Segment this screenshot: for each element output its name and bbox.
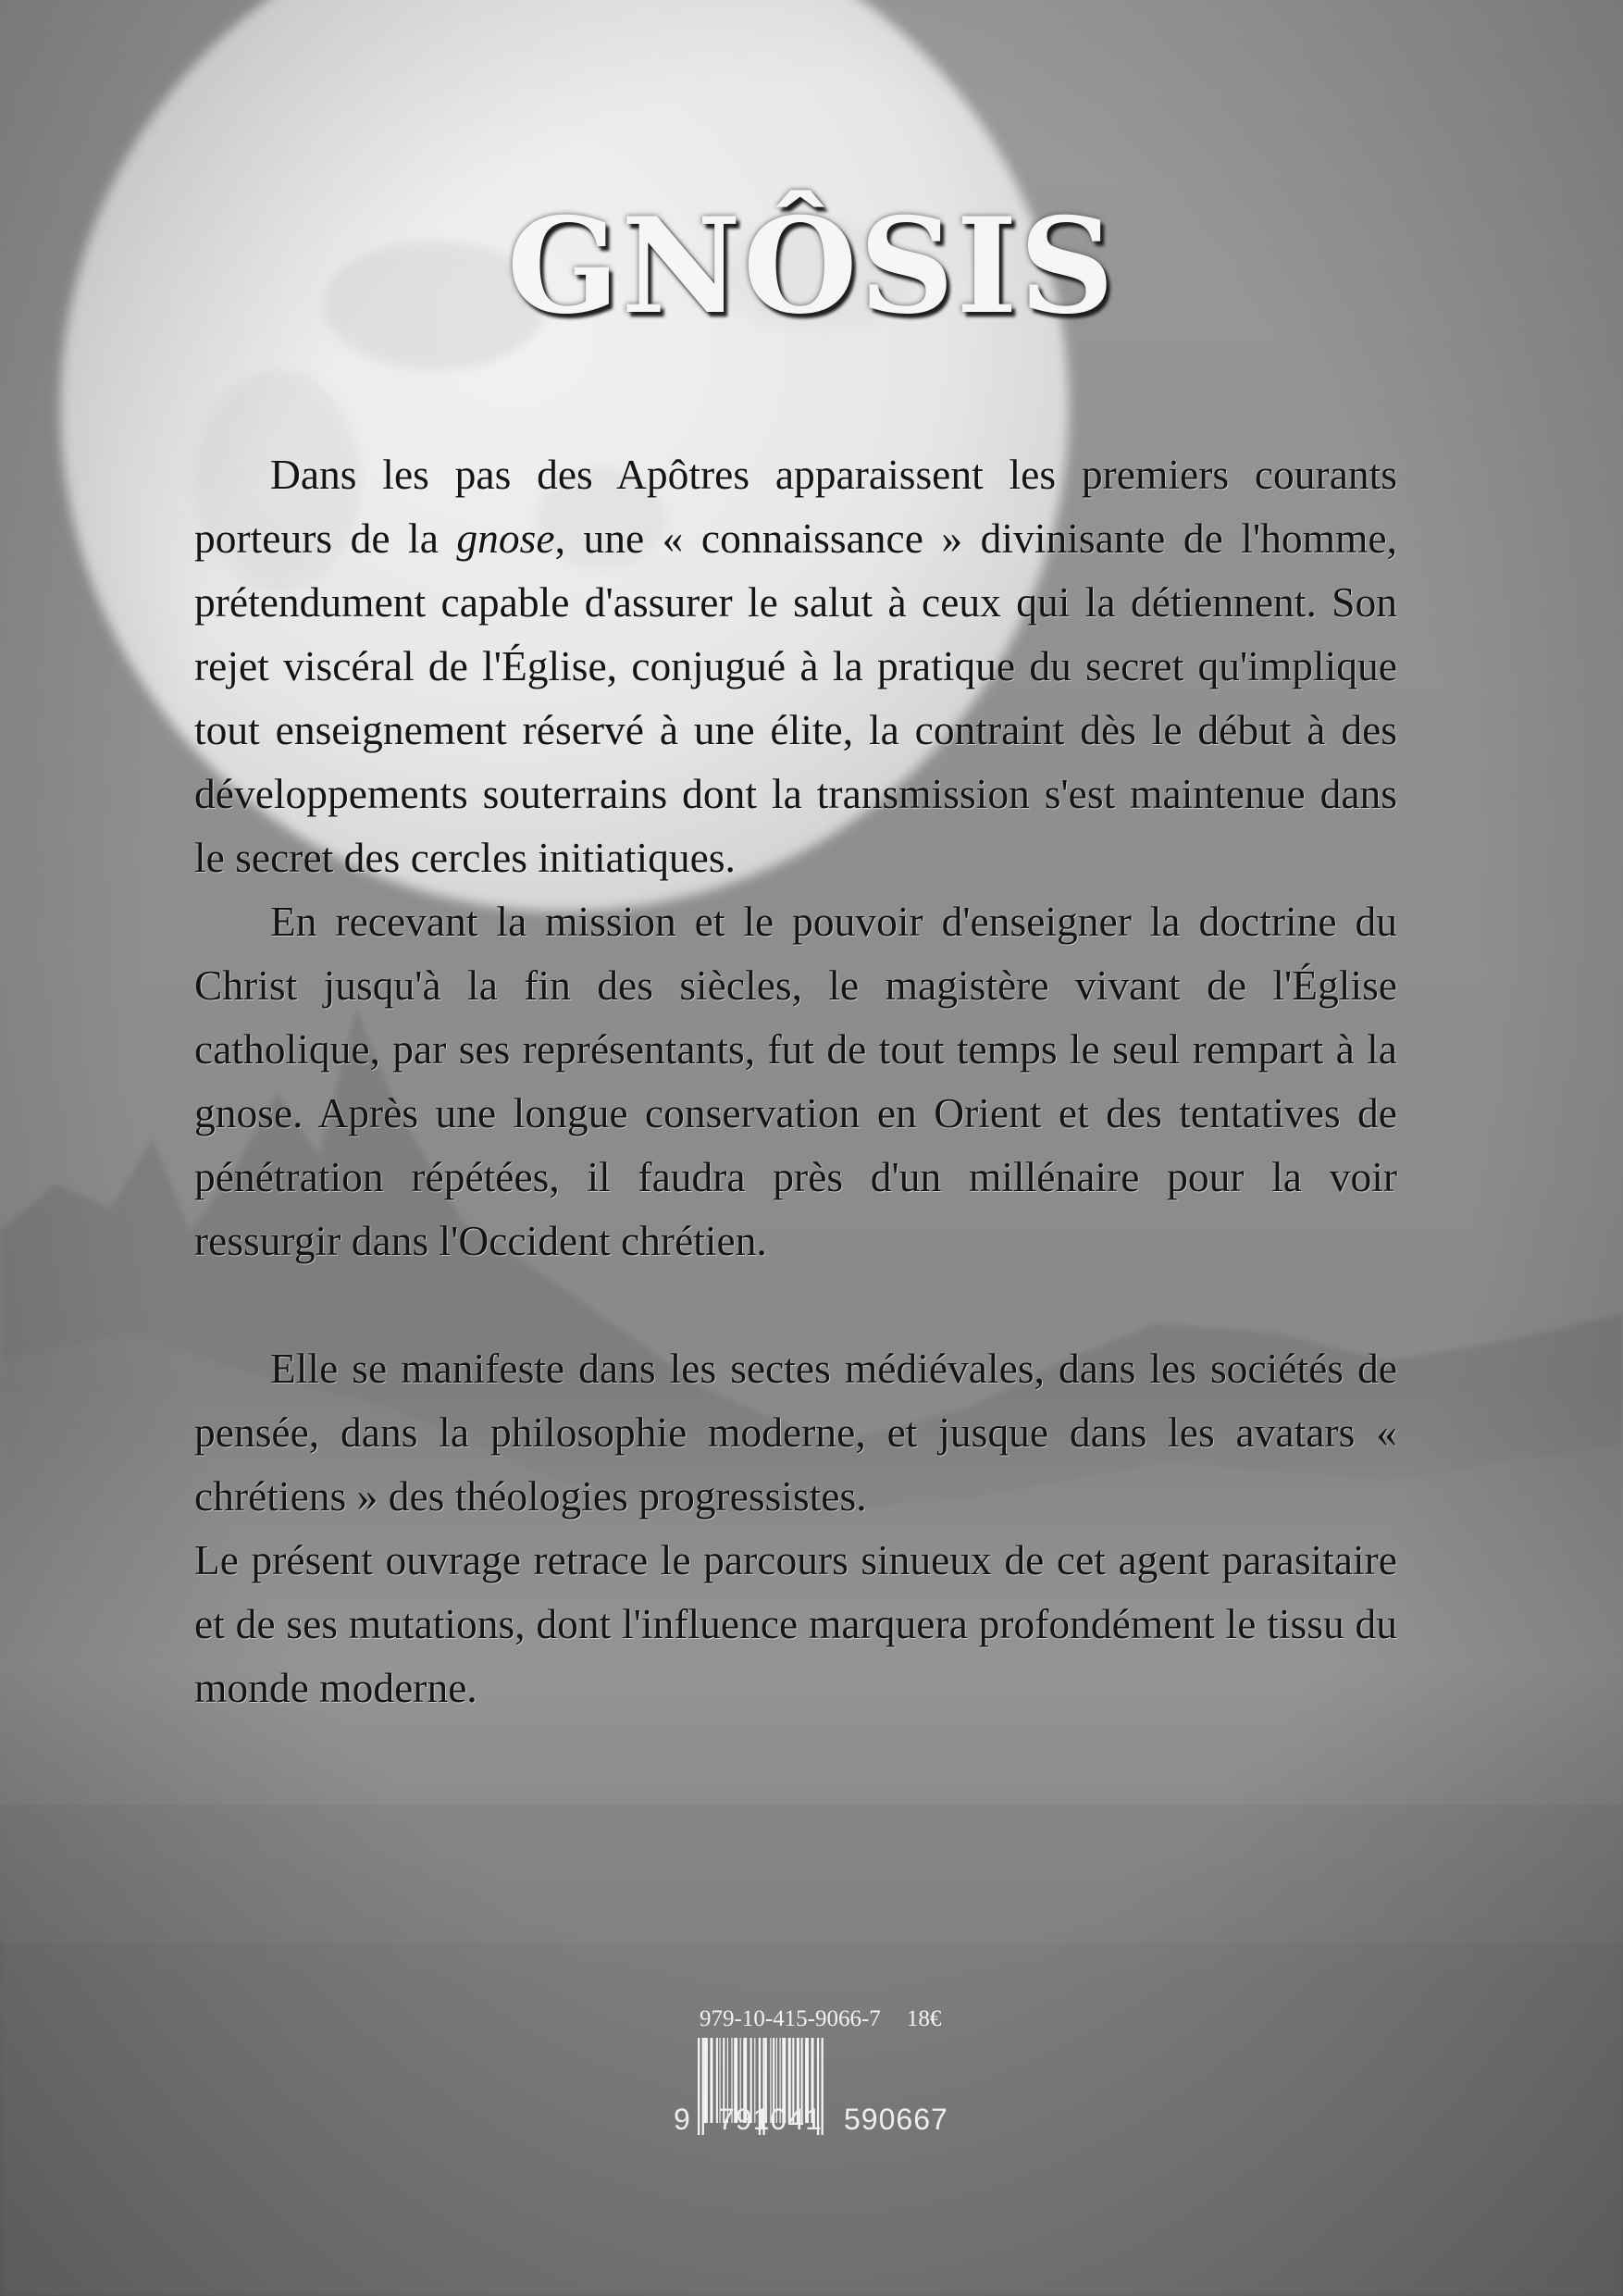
book-title: GNÔSIS [506, 190, 1117, 343]
blurb-paragraph-4: Le présent ouvrage retrace le parcours sinueux de cet agent parasitaire et de ses mutations, dont l'influence marquera profondément le tissu du monde moderne. [194, 1536, 1397, 1711]
barcode-digit-first: 9 [674, 2103, 690, 2136]
isbn-number: 979-10-415-9066-7 [700, 2006, 881, 2031]
emphasized-term: gnose [456, 515, 555, 562]
price: 18€ [906, 2006, 942, 2031]
barcode-guard-bar [698, 2038, 700, 2135]
barcode-bar [710, 2038, 712, 2123]
back-cover-blurb [194, 442, 1397, 1719]
isbn-line [700, 2006, 941, 2032]
blurb-paragraph-3: Elle se manifeste dans les sectes médiévales, dans les sociétés de pensée, dans la philosophie moderne, et jusque dans les avatars « chrétiens » des théologies progressistes. [194, 1345, 1397, 1520]
blurb-paragraph-1: Dans les pas des Apôtres apparaissent les premiers courants porteurs de la gnose, une « connaissance » divinisante de l'homme, prétendument capable d'assurer le salut à ceux qui la détiennent. Son rejet viscéral de l'Église, conjugué à la pratique du secret qu'implique tout enseignement réservé à une élite, la contraint dès le début à des développements souterrains dont la transmission s'est maintenue dans le secret des cercles initiatiques. [194, 451, 1397, 881]
blurb-paragraph-2: En recevant la mission et le pouvoir d'enseigner la doctrine du Christ jusqu'à la fin des siècles, le magistère vivant de l'Église catholique, par ses représentants, fut de tout temps le seul rempart à la gnose. Après une longue conservation en Orient et des tentatives de pénétration répétées, il faudra près d'un millénaire pour la voir ressurgir dans l'Occident chrétien. [194, 898, 1397, 1264]
barcode-digits-right: 590667 [844, 2103, 948, 2136]
barcode-digits-left: 791041 [718, 2103, 823, 2136]
barcode-bar [704, 2038, 708, 2123]
barcode-block [670, 1999, 975, 2175]
barcode-guard-bar [702, 2038, 704, 2135]
